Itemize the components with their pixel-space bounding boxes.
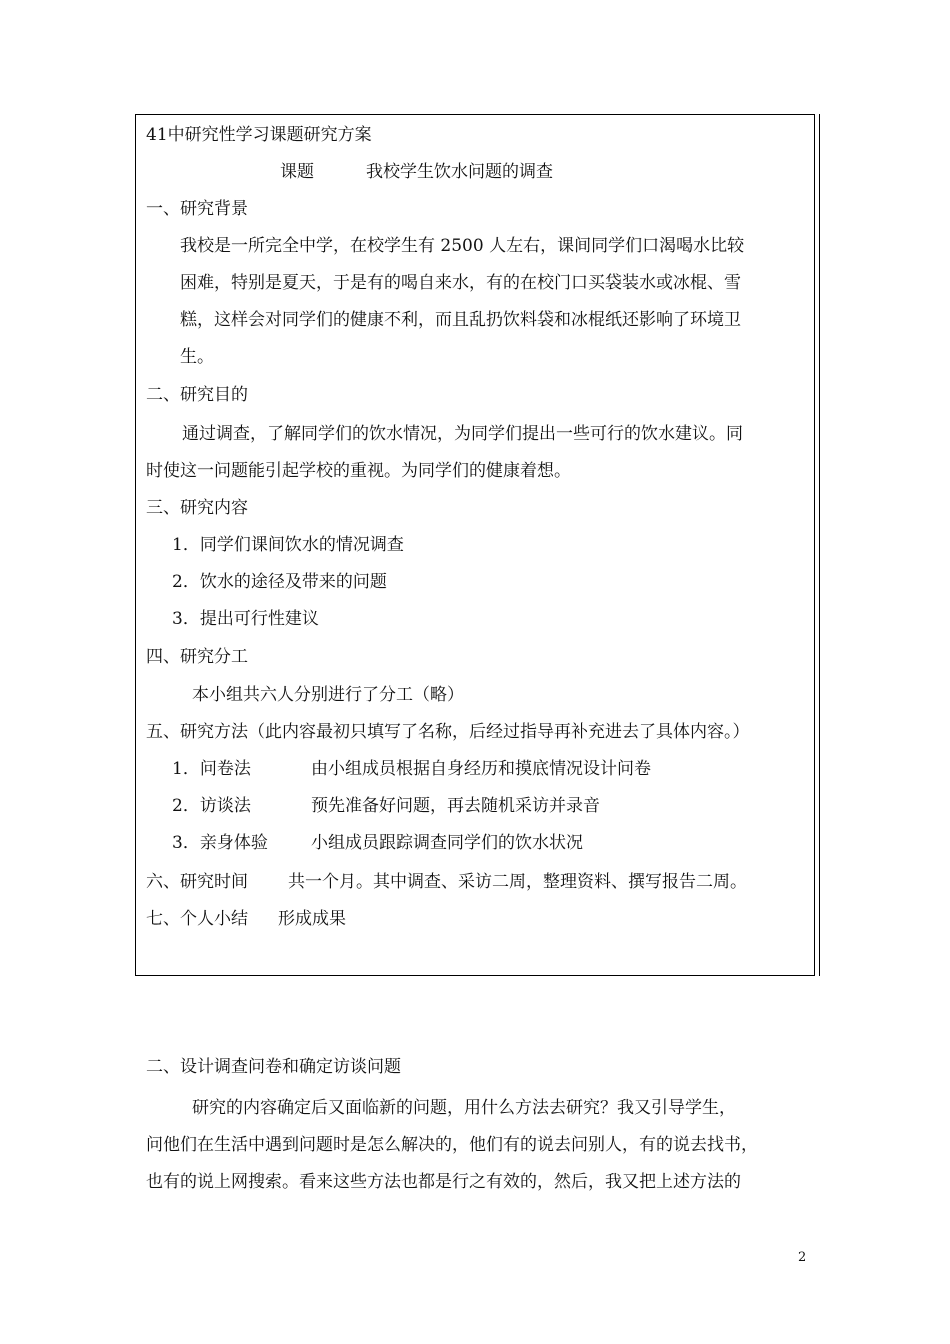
background-line: 糕，这样会对同学们的健康不利，而且乱扔饮料袋和冰棍纸还影响了环境卫 xyxy=(180,310,741,330)
section-background-heading: 一、研究背景 xyxy=(146,199,248,219)
time-text: 共一个月。其中调查、采访二周，整理资料、撰写报告二周。 xyxy=(288,872,747,892)
content-item: 3．提出可行性建议 xyxy=(172,609,319,629)
background-line: 生。 xyxy=(180,347,214,367)
method-name: 2．访谈法 xyxy=(172,796,251,816)
method-desc: 小组成员跟踪调查同学们的饮水状况 xyxy=(311,833,583,853)
method-desc: 由小组成员根据自身经历和摸底情况设计问卷 xyxy=(311,759,651,779)
body-line: 研究的内容确定后又面临新的问题，用什么方法去研究？我又引导学生， xyxy=(192,1098,736,1118)
body-line: 也有的说上网搜索。看来这些方法也都是行之有效的，然后，我又把上述方法的 xyxy=(146,1172,741,1192)
page-number: 2 xyxy=(798,1250,807,1265)
summary-text: 形成成果 xyxy=(278,909,346,929)
section-time-heading: 六、研究时间 xyxy=(146,872,248,892)
section-content-heading: 三、研究内容 xyxy=(146,498,248,518)
method-name: 1．问卷法 xyxy=(172,759,251,779)
section-purpose-heading: 二、研究目的 xyxy=(146,385,248,405)
method-desc: 预先准备好问题，再去随机采访并录音 xyxy=(311,796,600,816)
background-line: 困难，特别是夏天，于是有的喝自来水，有的在校门口买袋装水或冰棍、雪 xyxy=(180,273,741,293)
box-right-edge xyxy=(819,114,820,976)
section-division-heading: 四、研究分工 xyxy=(146,647,248,667)
method-name: 3．亲身体验 xyxy=(172,833,268,853)
section-method-heading: 五、研究方法（此内容最初只填写了名称，后经过指导再补充进去了具体内容。） xyxy=(146,722,750,742)
purpose-line: 通过调查，了解同学们的饮水情况，为同学们提出一些可行的饮水建议。同 xyxy=(182,424,743,444)
body-line: 问他们在生活中遇到问题时是怎么解决的，他们有的说去问别人，有的说去找书， xyxy=(146,1135,758,1155)
purpose-line: 时使这一问题能引起学校的重视。为同学们的健康着想。 xyxy=(146,461,571,481)
section-summary-heading: 七、个人小结 xyxy=(146,909,248,929)
division-text: 本小组共六人分别进行了分工（略） xyxy=(192,685,464,705)
body-heading: 二、设计调查问卷和确定访谈问题 xyxy=(146,1057,401,1077)
content-item: 1．同学们课间饮水的情况调查 xyxy=(172,535,404,555)
topic-label: 课题 xyxy=(280,162,314,182)
content-item: 2．饮水的途径及带来的问题 xyxy=(172,572,387,592)
topic-text: 我校学生饮水问题的调查 xyxy=(366,162,553,182)
plan-title: 41中研究性学习课题研究方案 xyxy=(146,125,372,145)
background-line: 我校是一所完全中学，在校学生有 2500 人左右，课间同学们口渴喝水比较 xyxy=(180,236,745,256)
